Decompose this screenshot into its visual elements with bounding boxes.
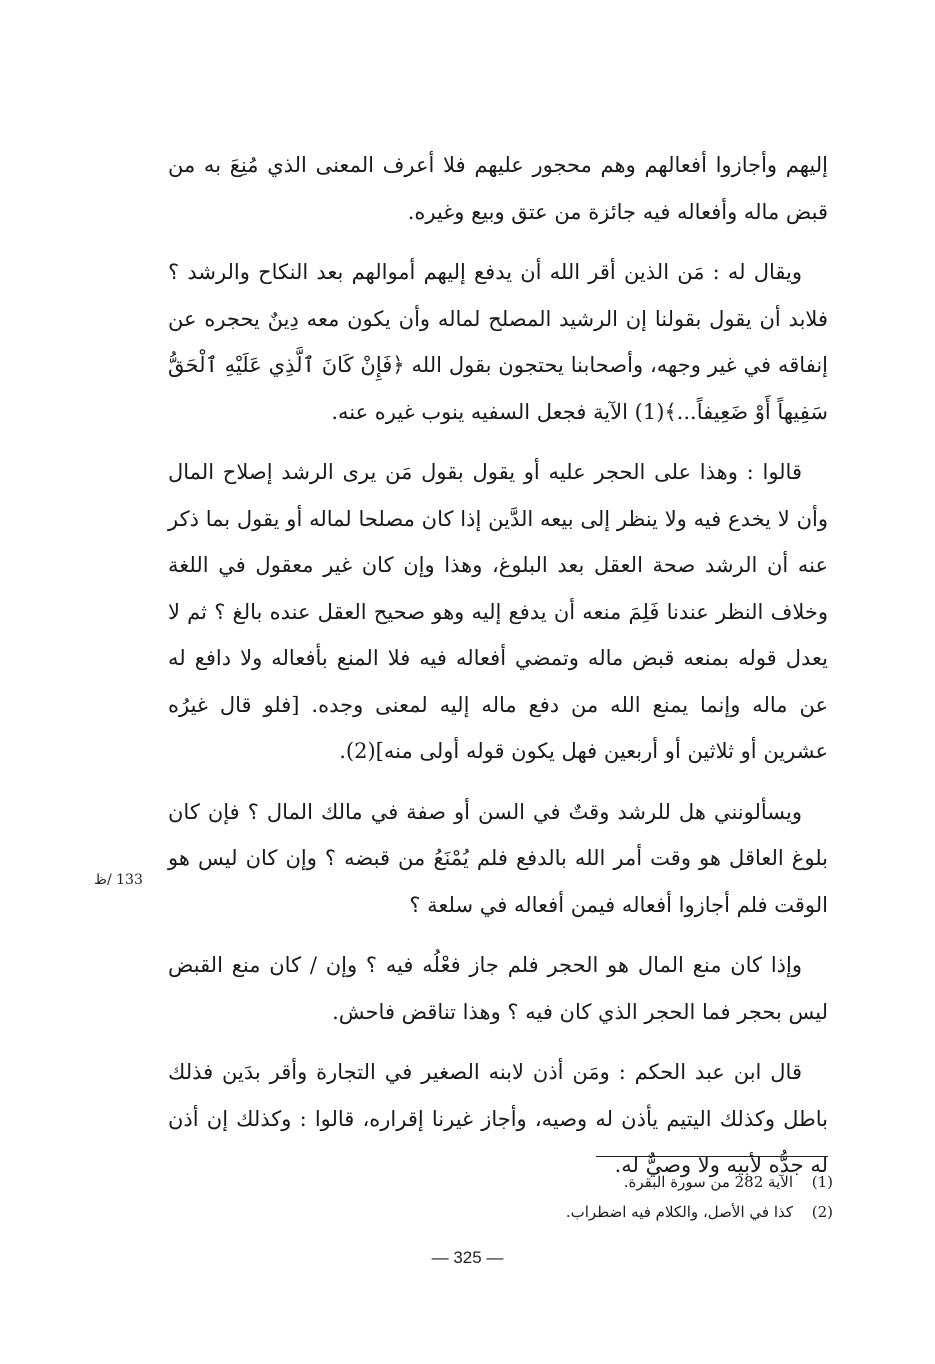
paragraph-6: قال ابن عبد الحكم : ومَن أذن لابنه الصغير في التجارة وأقر بدَين فذلك باطل وكذلك اليتيم يأذن له وصيه، وأجاز غيرنا إقراره، قالوا : وكذلك إن أذن له جدُّه لأبيه ولا وصيٌّ له. [168,1060,828,1177]
page-number: — 325 — [431,1248,504,1267]
manuscript-folio-marker: 133 /ظ [94,872,143,888]
footnote-text: الآية 282 من سورة البقرة. [623,1173,793,1191]
paragraph-3: قالوا : وهذا على الحجر عليه أو يقول بقول مَن يرى الرشد إصلاح المال وأن لا يخدع فيه ولا ينظر إلى بيعه الدَّين إذا كان مصلحا لماله أو يقول بما ذكر عنه أن الرشد صحة العقل بعد البلوغ، وهذا وإن كان غير معقول في اللغة وخلاف النظر عندنا فَلِمَ منعه أن يدفع إليه وهو صحيح العقل عنده بالغ ؟ ثم لا يعدل قوله بمنعه قبض ماله وتمضي أفعاله فيه فلا المنع بأفعاله ولا دافع له عن ماله وإنما يمنع الله من دفع ماله إليه لمعنى وجده. [فلو قال غيرُه عشرين أو ثلاثين أو أربعين فهل يكون قوله أولى منه](2). [168,460,828,763]
footnote-1 [300,1167,833,1197]
footnote-divider [596,1156,828,1157]
paragraph-2: ويقال له : مَن الذين أقر الله أن يدفع إليهم أموالهم بعد النكاح والرشد ؟ فلابد أن يقول بقولنا إن الرشيد المصلح لماله وأن يكون معه دِينٌ يحجره عن إنفاقه في غير وجهه، وأصحابنا يحتجون بقول الله ﴿فَإِنْ كَانَ ٱلَّذِي عَلَيْهِ ٱلْحَقُّ سَفِيهاً أَوْ ضَعِيفاً...﴾(1) الآية فجعل السفيه ينوب غيره عنه. [168,260,828,424]
footnote-number: (1) [811,1173,833,1191]
footnote-2 [300,1197,833,1227]
footnote-number: (2) [811,1203,833,1221]
paragraph-1: إليهم وأجازوا أفعالهم وهم محجور عليهم فلا أعرف المعنى الذي مُنِعَ به من قبض ماله وأفعاله فيه جائزة من عتق وبيع وغيره. [168,153,828,224]
main-text [168,142,828,1203]
paragraph-4: ويسألونني هل للرشد وقتٌ في السن أو صفة في مالك المال ؟ فإن كان بلوغ العاقل هو وقت أمر الله بالدفع فلم يُمْنَعُ من قبضه ؟ وإن كان ليس هو الوقت فلم أجازوا أفعاله فيمن أفعاله في سلعة ؟ [168,799,828,917]
footnotes [300,1167,833,1227]
footnote-text: كذا في الأصل، والكلام فيه اضطراب. [565,1203,793,1221]
paragraph-5: وإذا كان منع المال هو الحجر فلم جاز فعْلُه فيه ؟ وإن / كان منع القبض ليس بحجر فما الحجر الذي كان فيه ؟ وهذا تناقض فاحش. [168,953,828,1024]
